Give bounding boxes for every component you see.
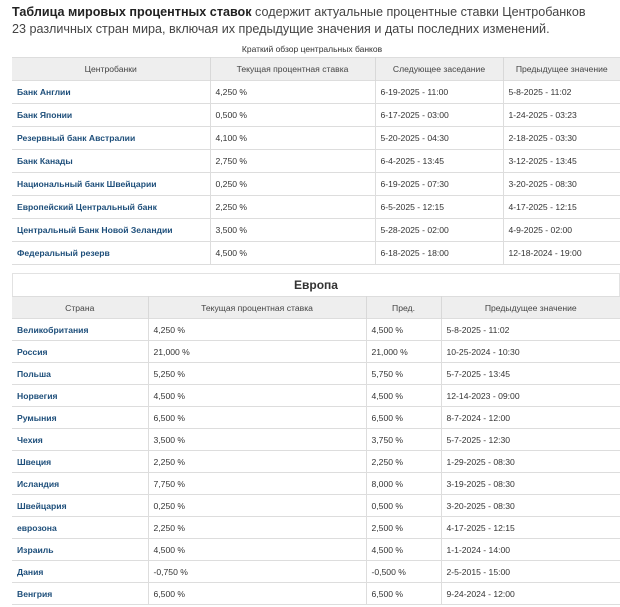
value-cell: 3-12-2025 - 13:45 [503,150,620,173]
value-cell: 6,500 % [148,407,366,429]
value-cell: 3,500 % [148,429,366,451]
header-prev: Пред. [366,297,441,319]
central-bank-row [12,104,620,127]
value-cell: 6-17-2025 - 03:00 [375,104,503,127]
name-cell [12,517,148,539]
name-link[interactable]: Банк Канады [17,156,73,166]
header-next-meeting: Следующее заседание [375,58,503,81]
value-cell: 6-18-2025 - 18:00 [375,242,503,265]
value-cell: 4,500 % [366,319,441,341]
country-row [12,341,620,363]
name-link[interactable]: Дания [17,566,44,577]
value-cell: -0,500 % [366,561,441,583]
country-row [12,495,620,517]
header-previous-value: Предыдущее значение [441,297,620,319]
value-cell: 4,500 % [148,539,366,561]
value-cell: 2,750 % [210,150,375,173]
value-cell: 21,000 % [366,341,441,363]
value-cell: 6-19-2025 - 11:00 [375,81,503,104]
central-bank-row [12,196,620,219]
value-cell: 2,250 % [366,451,441,473]
value-cell: 0,250 % [210,173,375,196]
central-bank-row [12,173,620,196]
central-bank-row [12,219,620,242]
value-cell: 2,500 % [366,517,441,539]
value-cell: 6-5-2025 - 12:15 [375,196,503,219]
name-cell [12,583,148,605]
value-cell: 7,750 % [148,473,366,495]
country-row [12,473,620,495]
value-cell: 12-18-2024 - 19:00 [503,242,620,265]
value-cell: 6-19-2025 - 07:30 [375,173,503,196]
name-cell [12,429,148,451]
name-link[interactable]: Национальный банк Швейцарии [17,179,157,189]
value-cell: 5-20-2025 - 04:30 [375,127,503,150]
country-row [12,319,620,341]
country-row [12,385,620,407]
value-cell: 0,250 % [148,495,366,517]
name-link[interactable]: Польша [17,368,51,379]
country-row [12,451,620,473]
value-cell: 4,500 % [366,539,441,561]
name-link[interactable]: Швейцария [17,500,67,511]
value-cell: 2,250 % [148,451,366,473]
name-cell [12,219,210,242]
central-banks-caption: Краткий обзор центральных банков [241,44,383,54]
central-bank-row [12,81,620,104]
value-cell: 21,000 % [148,341,366,363]
intro-paragraph [12,4,612,38]
name-cell [12,451,148,473]
name-cell [12,127,210,150]
header-country: Страна [12,297,148,319]
value-cell: 4-9-2025 - 02:00 [503,219,620,242]
value-cell: 6,500 % [148,583,366,605]
value-cell: 1-24-2025 - 03:23 [503,104,620,127]
value-cell: 4,100 % [210,127,375,150]
value-cell: 6,500 % [366,407,441,429]
header-current-rate: Текущая процентная ставка [148,297,366,319]
name-cell [12,341,148,363]
name-link[interactable]: еврозона [17,522,57,533]
europe-title: Европа [12,273,620,296]
central-banks-header-row [12,58,620,81]
value-cell: 3-20-2025 - 08:30 [441,495,620,517]
value-cell: 4-17-2025 - 12:15 [441,517,620,539]
country-row [12,363,620,385]
value-cell: 5-7-2025 - 12:30 [441,429,620,451]
country-row [12,539,620,561]
value-cell: 6,500 % [366,583,441,605]
value-cell: 8,000 % [366,473,441,495]
value-cell: 2-18-2025 - 03:30 [503,127,620,150]
country-row [12,517,620,539]
name-link[interactable]: Великобритания [17,324,89,335]
country-row [12,407,620,429]
value-cell: -0,750 % [148,561,366,583]
value-cell: 12-14-2023 - 09:00 [441,385,620,407]
value-cell: 4,250 % [148,319,366,341]
value-cell: 4,500 % [366,385,441,407]
value-cell: 3,750 % [366,429,441,451]
header-current-rate: Текущая процентная ставка [210,58,375,81]
value-cell: 0,500 % [366,495,441,517]
name-link[interactable]: Россия [17,346,48,357]
value-cell: 8-7-2024 - 12:00 [441,407,620,429]
europe-table [12,296,620,605]
name-cell [12,150,210,173]
value-cell: 3-20-2025 - 08:30 [503,173,620,196]
name-link[interactable]: Исландия [17,478,60,489]
value-cell: 5,750 % [366,363,441,385]
header-previous-value: Предыдущее значение [503,58,620,81]
intro-bold: Таблица мировых процентных ставок [12,5,252,19]
name-cell [12,81,210,104]
name-link[interactable]: Банк Японии [17,110,73,120]
name-cell [12,495,148,517]
value-cell: 5-8-2025 - 11:02 [441,319,620,341]
name-cell [12,196,210,219]
name-link[interactable]: Венгрия [17,588,53,599]
name-cell [12,319,148,341]
name-link[interactable]: Швеция [17,456,52,467]
name-cell [12,173,210,196]
value-cell: 5-8-2025 - 11:02 [503,81,620,104]
value-cell: 9-24-2024 - 12:00 [441,583,620,605]
intro-text: содержит актуальные процентные ставки Центробанков 23 различных стран мира, включая их предыдущие значения и даты последних изменений. [12,5,586,36]
country-row [12,583,620,605]
country-row [12,429,620,451]
name-link[interactable]: Чехия [17,434,43,445]
central-bank-row [12,242,620,265]
central-bank-row [12,127,620,150]
name-cell [12,407,148,429]
name-link[interactable]: Центральный Банк Новой Зеландии [17,225,173,235]
name-cell [12,539,148,561]
value-cell: 0,500 % [210,104,375,127]
value-cell: 5-28-2025 - 02:00 [375,219,503,242]
name-link[interactable]: Израиль [17,544,54,555]
header-central-banks: Центробанки [12,58,210,81]
country-row [12,561,620,583]
value-cell: 5,250 % [148,363,366,385]
name-cell [12,104,210,127]
value-cell: 2-5-2015 - 15:00 [441,561,620,583]
name-link[interactable]: Банк Англии [17,87,71,97]
name-link[interactable]: Норвегия [17,390,58,401]
value-cell: 1-29-2025 - 08:30 [441,451,620,473]
name-cell [12,561,148,583]
value-cell: 3,500 % [210,219,375,242]
central-bank-row [12,150,620,173]
value-cell: 5-7-2025 - 13:45 [441,363,620,385]
name-link[interactable]: Федеральный резерв [17,248,110,258]
name-link[interactable]: Резервный банк Австралии [17,133,136,143]
name-cell [12,473,148,495]
value-cell: 1-1-2024 - 14:00 [441,539,620,561]
europe-header-row [12,297,620,319]
value-cell: 2,250 % [148,517,366,539]
value-cell: 6-4-2025 - 13:45 [375,150,503,173]
value-cell: 4,500 % [210,242,375,265]
central-banks-table [12,57,620,265]
value-cell: 4,250 % [210,81,375,104]
name-cell [12,385,148,407]
value-cell: 2,250 % [210,196,375,219]
value-cell: 10-25-2024 - 10:30 [441,341,620,363]
name-cell [12,242,210,265]
value-cell: 3-19-2025 - 08:30 [441,473,620,495]
name-link[interactable]: Румыния [17,412,57,423]
name-link[interactable]: Европейский Центральный банк [17,202,157,212]
value-cell: 4,500 % [148,385,366,407]
value-cell: 4-17-2025 - 12:15 [503,196,620,219]
name-cell [12,363,148,385]
